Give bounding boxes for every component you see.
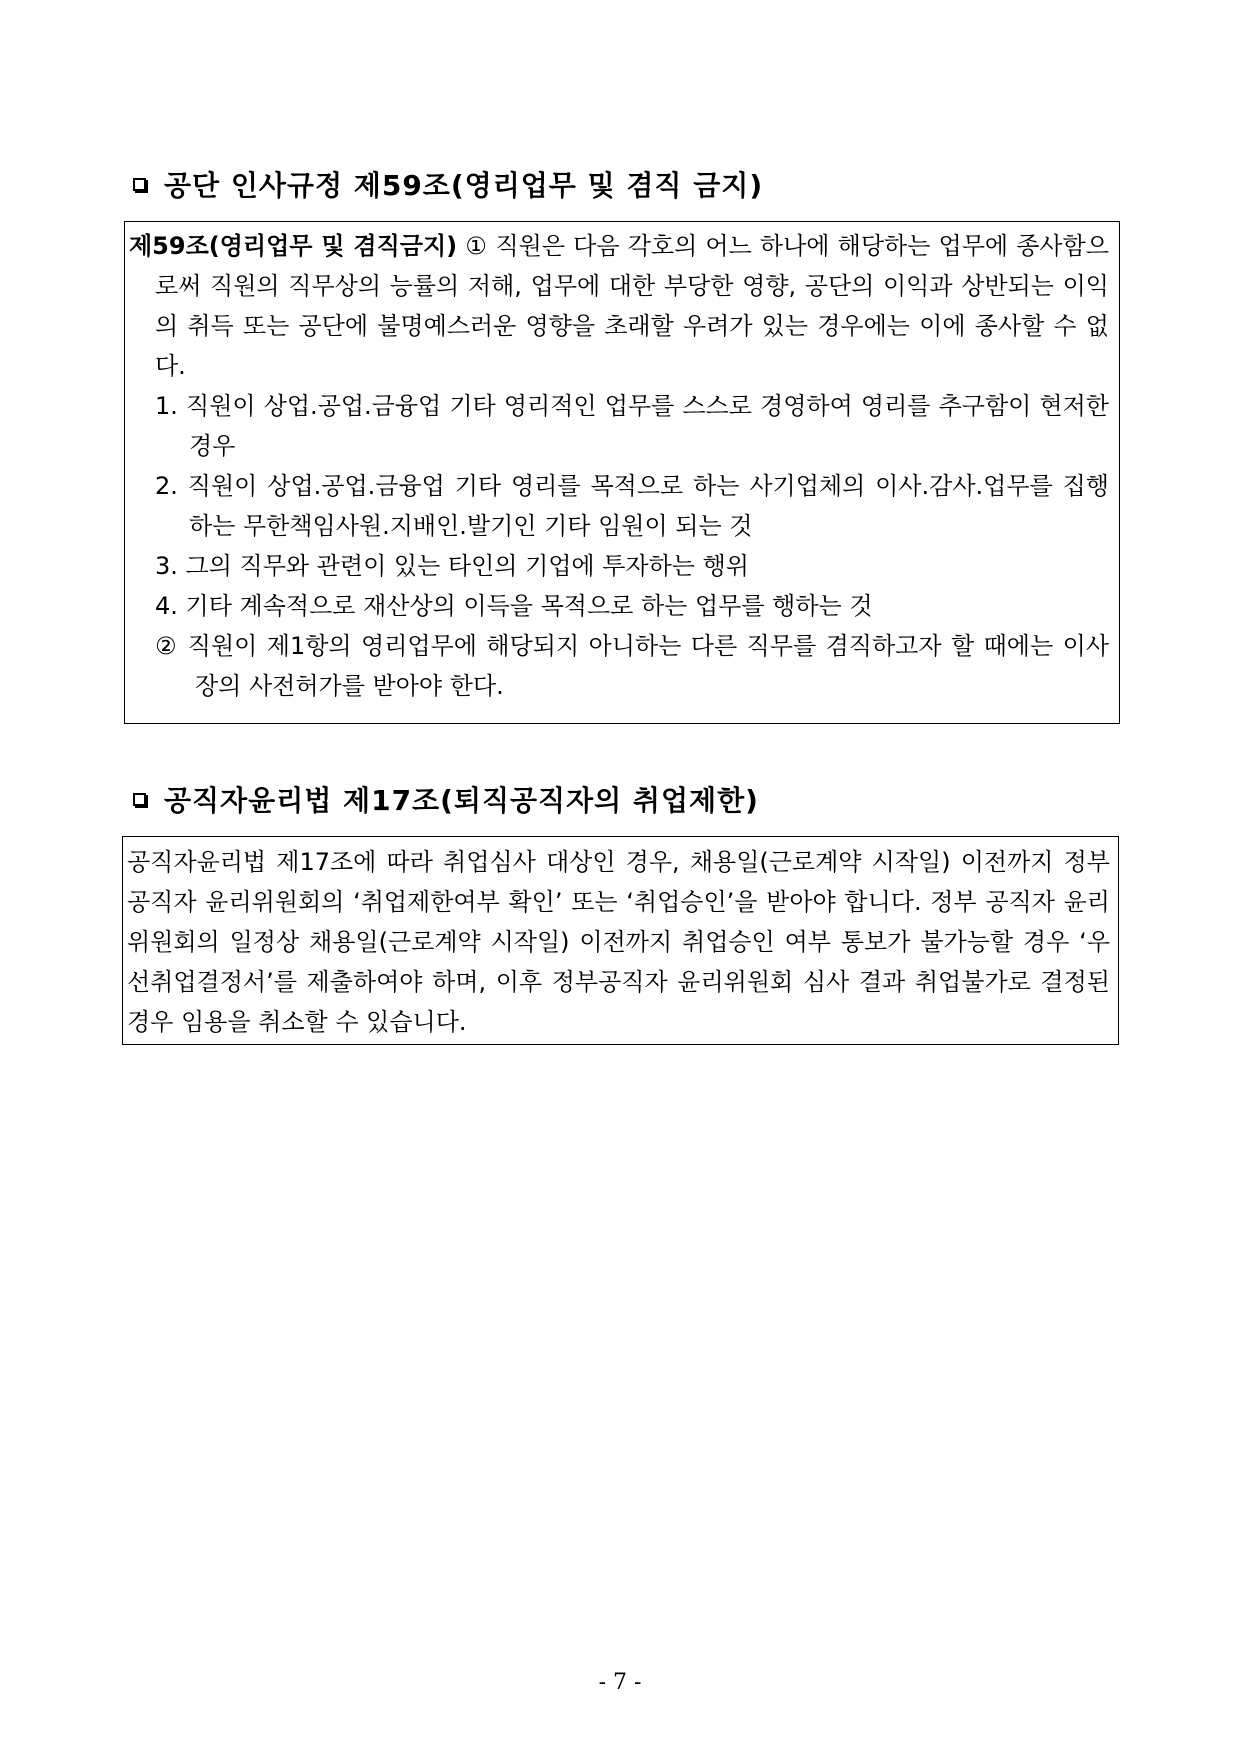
article-title: 제59조(영리업무 및 겸직금지) <box>129 232 458 260</box>
article-text-1: ① 직원은 다음 각호의 어느 하나에 해당하는 업무에 종사함으로써 직원의 직무상의 능률의 저해, 업무에 대한 부당한 영향, 공단의 이익과 상반되는 이익의 취득 또는 공단에 불명예스러운 영향을 초래할 우려가 있는 경우에는 이에 종사할 수 없다. <box>155 232 1109 380</box>
list-item: 2. 직원이 상업.공업.금융업 기타 영리를 목적으로 하는 사기업체의 이사.감사.업무를 집행하는 무한책임사원.지배인.발기인 기타 임원이 되는 것 <box>155 472 1109 540</box>
section-title: 공단 인사규정 제59조(영리업무 및 겸직 금지) <box>164 169 764 202</box>
ethics-law-box <box>122 836 1119 1045</box>
list-item: 4. 기타 계속적으로 재산상의 이득을 목적으로 하는 업무를 행하는 것 <box>155 592 873 620</box>
article-paragraph-1 <box>129 226 1109 386</box>
article-paragraph-2: ② 직원이 제1항의 영리업무에 해당되지 아니하는 다른 직무를 겸직하고자 할 때에는 이사장의 사전허가를 받아야 한다. <box>155 632 1109 700</box>
list-item: 1. 직원이 상업.공업.금융업 기타 영리적인 업무를 스스로 경영하여 영리를 추구함이 현저한 경우 <box>155 392 1109 460</box>
section-title: 공직자윤리법 제17조(퇴직공직자의 취업제한) <box>164 784 759 817</box>
square-bullet-icon <box>133 178 146 191</box>
list-item: 3. 그의 직무와 관련이 있는 타인의 기업에 투자하는 행위 <box>155 552 749 580</box>
section-heading-ethics-law <box>133 779 759 819</box>
section-heading-hr-rule <box>133 164 763 204</box>
ethics-law-text: 공직자윤리법 제17조에 따라 취업심사 대상인 경우, 채용일(근로계약 시작일) 이전까지 정부공직자 윤리위원회의 ‘취업제한여부 확인’ 또는 ‘취업승인’을 받아야 합니다. 정부 공직자 윤리위원회의 일정상 채용일(근로계약 시작일) 이전까지 취업승인 여부 통보가 불가능할 경우 ‘우선취업결정서’를 제출하여야 하며, 이후 정부공직자 윤리위원회 심사 결과 취업불가로 결정된 경우 임용을 취소할 수 있습니다. <box>127 848 1110 1036</box>
page-number: - 7 - <box>598 1670 642 1695</box>
square-bullet-icon <box>133 793 146 806</box>
hr-rule-box <box>124 221 1120 724</box>
